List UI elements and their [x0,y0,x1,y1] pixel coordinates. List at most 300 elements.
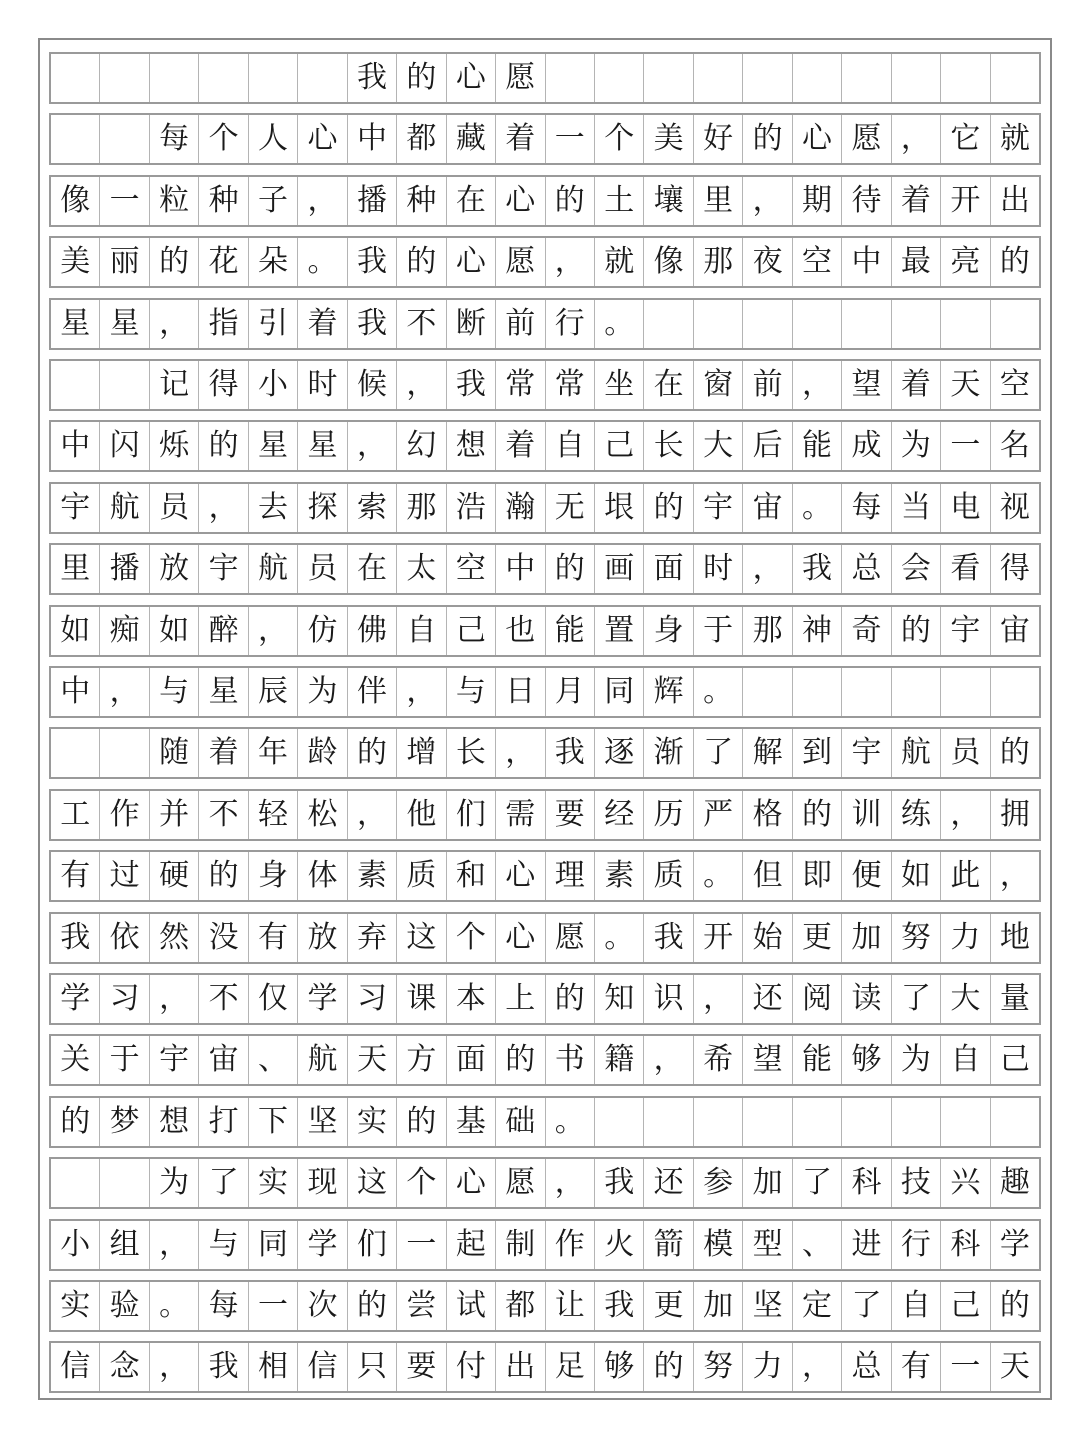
grid-cell: 浩 [447,484,496,532]
text-row [49,482,1041,534]
grid-cell: ， [743,177,792,225]
grid-cell: 都 [397,115,446,163]
grid-cell: 弃 [348,914,397,962]
grid-cell: 候 [348,361,397,409]
grid-cell: 体 [298,852,347,900]
grid-cell: ， [150,1221,199,1269]
grid-cell [842,300,891,348]
grid-cell: 有 [892,1343,941,1391]
grid-cell: 中 [842,238,891,286]
grid-cell: 信 [51,1343,100,1391]
grid-cell: 轻 [249,791,298,839]
grid-cell: 辰 [249,668,298,716]
grid-cell: 让 [546,1282,595,1330]
grid-cell: 也 [496,607,545,655]
grid-cell: 。 [595,914,644,962]
grid-cell: 加 [743,1159,792,1207]
grid-cell: 航 [100,484,149,532]
text-row [49,973,1041,1025]
grid-cell: 最 [892,238,941,286]
grid-cell: 土 [595,177,644,225]
grid-cell: 的 [199,422,248,470]
grid-cell: 于 [694,607,743,655]
grid-cell: 夜 [743,238,792,286]
grid-cell: 像 [51,177,100,225]
grid-cell: 更 [793,914,842,962]
grid-cell: 练 [892,791,941,839]
grid-cell: 着 [496,115,545,163]
grid-cell [51,54,100,102]
grid-cell: 解 [743,729,792,777]
grid-cell: 习 [348,975,397,1023]
grid-cell: 人 [249,115,298,163]
grid-cell: 员 [941,729,990,777]
grid-cell: 作 [100,791,149,839]
grid-cell: 得 [999,551,1030,587]
grid-cell [51,115,100,163]
grid-cell: 够 [842,1036,891,1084]
grid-cell: 的 [546,975,595,1023]
grid-cell: 到 [793,729,842,777]
grid-cell [644,1098,693,1146]
grid-cell: 历 [644,791,693,839]
grid-cell: 引 [249,300,298,348]
grid-cell: 子 [249,177,298,225]
grid-cell: 期 [793,177,842,225]
grid-cell: 佛 [348,607,397,655]
grid-cell: 想 [150,1098,199,1146]
grid-cell: 不 [199,791,248,839]
grid-cell: 在 [644,361,693,409]
grid-cell: 愿 [842,115,891,163]
grid-cell: 的 [51,1098,100,1146]
grid-cell: 了 [199,1159,248,1207]
grid-cell [694,1098,743,1146]
grid-cell: 需 [496,791,545,839]
grid-cell: 天 [941,361,990,409]
grid-cell: 天 [348,1036,397,1084]
grid-cell: 念 [100,1343,149,1391]
grid-cell [892,1098,941,1146]
grid-cell: 还 [644,1159,693,1207]
grid-cell [842,54,891,102]
grid-cell [694,300,743,348]
grid-cell: 播 [348,177,397,225]
grid-cell: 便 [842,852,891,900]
grid-cell: 前 [496,300,545,348]
grid-cell: 亮 [941,238,990,286]
grid-cell: 前 [743,361,792,409]
grid-cell: 读 [842,975,891,1023]
grid-cell: 个 [397,1159,446,1207]
grid-cell: 们 [348,1221,397,1269]
grid-cell: 醉 [199,607,248,655]
grid-cell: 的 [348,1282,397,1330]
grid-cell: 的 [546,177,595,225]
grid-cell: 书 [546,1036,595,1084]
grid-cell: 望 [743,1036,792,1084]
text-row [49,1219,1041,1271]
grid-cell: 付 [447,1343,496,1391]
grid-cell: 中 [496,545,545,593]
grid-cell: 小 [249,361,298,409]
grid-cell: 型 [743,1221,792,1269]
grid-cell: 宇 [199,545,248,593]
grid-cell: 身 [644,607,693,655]
grid-cell: 坐 [595,361,644,409]
text-row [49,666,1041,718]
grid-cell: 己 [941,1282,990,1330]
grid-cell [199,54,248,102]
grid-cell: 总 [842,1343,891,1391]
grid-cell: 的 [644,484,693,532]
grid-cell: 里 [694,177,743,225]
grid-cell: 宙 [199,1036,248,1084]
grid-cell: 窗 [694,361,743,409]
text-row [49,1157,1041,1209]
grid-cell: 长 [447,729,496,777]
grid-cell: 好 [694,115,743,163]
grid-cell: 严 [694,791,743,839]
grid-cell: 像 [644,238,693,286]
grid-cell: ， [348,791,397,839]
grid-cell: 常 [496,361,545,409]
grid-cell: 一 [249,1282,298,1330]
grid-cell: 望 [842,361,891,409]
grid-cell: 火 [595,1221,644,1269]
grid-cell: 我 [199,1343,248,1391]
grid-cell: 员 [298,545,347,593]
grid-cell: 经 [595,791,644,839]
text-row [49,605,1041,657]
grid-cell: 会 [892,545,941,593]
grid-cell: 都 [496,1282,545,1330]
grid-cell: 心 [447,238,496,286]
grid-cell: 我 [348,238,397,286]
grid-cell: 愿 [496,54,545,102]
grid-cell: 愿 [496,1159,545,1207]
grid-cell: 地 [999,919,1030,955]
grid-cell: 有 [249,914,298,962]
grid-cell [249,54,298,102]
grid-cell: ， [793,361,842,409]
grid-cell: 我 [793,545,842,593]
grid-cell: 着 [892,361,941,409]
grid-cell: 自 [892,1282,941,1330]
grid-cell: ， [941,791,990,839]
grid-cell: 行 [546,300,595,348]
grid-cell: 理 [546,852,595,900]
grid-cell: 行 [892,1221,941,1269]
grid-cell: 同 [595,668,644,716]
grid-cell: 待 [842,177,891,225]
grid-cell: 里 [51,545,100,593]
grid-cell: 还 [743,975,792,1023]
grid-cell: 神 [793,607,842,655]
grid-cell: 指 [199,300,248,348]
grid-cell: 伴 [348,668,397,716]
grid-cell: 个 [595,115,644,163]
grid-cell: 知 [595,975,644,1023]
grid-cell: ， [793,1343,842,1391]
grid-cell: 箭 [644,1221,693,1269]
grid-cell: 天 [999,1349,1030,1385]
grid-cell: 宇 [694,484,743,532]
grid-cell: 为 [150,1159,199,1207]
grid-cell: 习 [100,975,149,1023]
grid-cell: 宇 [150,1036,199,1084]
grid-cell: 年 [249,729,298,777]
grid-cell: 能 [793,1036,842,1084]
grid-cell: 打 [199,1098,248,1146]
text-row [49,727,1041,779]
grid-cell: 和 [447,852,496,900]
grid-cell: 月 [546,668,595,716]
grid-cell: 的 [999,244,1030,280]
grid-cell: 起 [447,1221,496,1269]
grid-cell: 就 [999,121,1030,157]
grid-cell: 足 [546,1343,595,1391]
grid-cell: 播 [100,545,149,593]
grid-cell [793,300,842,348]
grid-cell: 看 [941,545,990,593]
grid-cell: 然 [150,914,199,962]
grid-cell: 面 [447,1036,496,1084]
grid-cell: 宙 [999,612,1030,648]
grid-cell [991,300,1039,348]
grid-cell: 时 [298,361,347,409]
grid-cell: 愿 [496,238,545,286]
grid-cell: 开 [694,914,743,962]
grid-cell: ， [348,422,397,470]
grid-cell: 记 [150,361,199,409]
grid-cell: 。 [694,852,743,900]
grid-cell: 去 [249,484,298,532]
grid-cell: 时 [694,545,743,593]
grid-cell: 随 [150,729,199,777]
grid-cell: 如 [150,607,199,655]
grid-cell: 。 [595,300,644,348]
grid-cell [991,1098,1039,1146]
grid-cell: ， [999,858,1030,894]
grid-cell: ， [397,361,446,409]
grid-cell: 努 [892,914,941,962]
grid-cell: 就 [595,238,644,286]
grid-cell: 空 [793,238,842,286]
grid-cell: 星 [249,422,298,470]
grid-cell: 的 [397,238,446,286]
grid-cell: 我 [644,914,693,962]
grid-cell: 量 [999,981,1030,1016]
grid-cell: 名 [999,428,1030,464]
grid-cell: 次 [298,1282,347,1330]
grid-cell: 希 [694,1036,743,1084]
grid-cell: 那 [694,238,743,286]
grid-cell: 相 [249,1343,298,1391]
grid-cell: 能 [793,422,842,470]
grid-cell: 后 [743,422,792,470]
grid-cell [743,1098,792,1146]
grid-cell: 的 [496,1036,545,1084]
grid-cell: ， [249,607,298,655]
grid-cell: 出 [999,182,1030,218]
grid-cell: 课 [397,975,446,1023]
grid-cell: 空 [447,545,496,593]
grid-cell: 在 [348,545,397,593]
grid-cell: 视 [999,489,1030,525]
grid-cell: 硬 [150,852,199,900]
grid-cell: 为 [892,422,941,470]
grid-cell: 无 [546,484,595,532]
grid-cell: 仿 [298,607,347,655]
grid-cell [100,115,149,163]
text-row [49,298,1041,350]
grid-cell: ， [150,300,199,348]
grid-cell: 个 [447,914,496,962]
grid-cell: 画 [595,545,644,593]
grid-cell: 仅 [249,975,298,1023]
grid-cell [100,54,149,102]
grid-cell [991,54,1039,102]
grid-cell: 组 [100,1221,149,1269]
grid-cell: 实 [249,1159,298,1207]
grid-cell: 们 [447,791,496,839]
text-row [49,359,1041,411]
grid-cell: 的 [199,852,248,900]
grid-cell: 宇 [51,484,100,532]
grid-cell: 一 [941,422,990,470]
grid-cell: 一 [941,1343,990,1391]
grid-cell: 自 [941,1036,990,1084]
grid-cell: 员 [150,484,199,532]
text-row [49,789,1041,841]
grid-cell: 、 [793,1221,842,1269]
grid-cell: 身 [249,852,298,900]
grid-cell: 力 [743,1343,792,1391]
grid-cell: 科 [941,1221,990,1269]
grid-cell: 瀚 [496,484,545,532]
grid-cell [644,54,693,102]
grid-cell: 着 [199,729,248,777]
grid-cell: 进 [842,1221,891,1269]
grid-cell: 我 [348,54,397,102]
grid-cell: 着 [496,422,545,470]
grid-cell: 朵 [249,238,298,286]
grid-cell: 着 [298,300,347,348]
grid-cell: 的 [644,1343,693,1391]
grid-cell: 己 [999,1042,1030,1078]
grid-cell: 关 [51,1036,100,1084]
grid-cell: 当 [892,484,941,532]
grid-cell [793,1098,842,1146]
grid-cell: 中 [51,422,100,470]
grid-cell [298,54,347,102]
grid-cell: 断 [447,300,496,348]
grid-cell [100,361,149,409]
grid-cell: 。 [298,238,347,286]
grid-cell [941,54,990,102]
grid-cell [892,300,941,348]
grid-cell: ， [496,729,545,777]
grid-cell: 放 [150,545,199,593]
grid-cell: 够 [595,1343,644,1391]
grid-cell: 种 [199,177,248,225]
grid-cell: 为 [892,1036,941,1084]
grid-cell: 得 [199,361,248,409]
grid-cell [743,300,792,348]
grid-cell: 着 [892,177,941,225]
grid-cell: 常 [546,361,595,409]
grid-cell: ， [743,545,792,593]
grid-cell: 加 [694,1282,743,1330]
grid-cell: 定 [793,1282,842,1330]
grid-cell: 成 [842,422,891,470]
grid-cell [793,668,842,716]
grid-cell: 大 [694,422,743,470]
grid-cell: 己 [595,422,644,470]
grid-cell: 验 [100,1282,149,1330]
grid-cell: 宙 [743,484,792,532]
grid-cell [595,1098,644,1146]
grid-cell: 学 [51,975,100,1023]
grid-cell: 上 [496,975,545,1023]
text-row [49,912,1041,964]
grid-cell: 闪 [100,422,149,470]
grid-cell: 我 [51,914,100,962]
grid-cell: 出 [496,1343,545,1391]
grid-cell: 但 [743,852,792,900]
grid-cell: 过 [100,852,149,900]
grid-cell: ， [644,1036,693,1084]
grid-cell: ， [546,1159,595,1207]
grid-cell: 实 [348,1098,397,1146]
grid-cell: 质 [644,852,693,900]
grid-cell: 烁 [150,422,199,470]
grid-cell: 素 [595,852,644,900]
grid-cell: 逐 [595,729,644,777]
grid-cell: 学 [298,975,347,1023]
grid-cell: 不 [397,300,446,348]
grid-cell: 的 [999,735,1030,771]
grid-cell: 星 [100,300,149,348]
grid-cell: 每 [150,115,199,163]
grid-cell: ， [150,975,199,1023]
grid-cell: 个 [199,115,248,163]
text-row [49,1096,1041,1148]
grid-cell: 于 [100,1036,149,1084]
grid-cell: 种 [397,177,446,225]
text-row [49,1341,1041,1393]
grid-cell: 痴 [100,607,149,655]
grid-cell: 方 [397,1036,446,1084]
grid-cell [51,1159,100,1207]
grid-cell: 心 [496,914,545,962]
grid-cell: 阅 [793,975,842,1023]
grid-cell: 中 [348,115,397,163]
grid-cell: 了 [694,729,743,777]
grid-cell: 增 [397,729,446,777]
grid-cell [100,729,149,777]
grid-cell: ， [694,975,743,1023]
grid-cell: 更 [644,1282,693,1330]
grid-cell: 并 [150,791,199,839]
text-row [49,1034,1041,1086]
grid-cell: 如 [892,852,941,900]
grid-cell: 的 [546,545,595,593]
grid-cell: 籍 [595,1036,644,1084]
grid-cell: 这 [348,1159,397,1207]
grid-cell: 的 [397,54,446,102]
